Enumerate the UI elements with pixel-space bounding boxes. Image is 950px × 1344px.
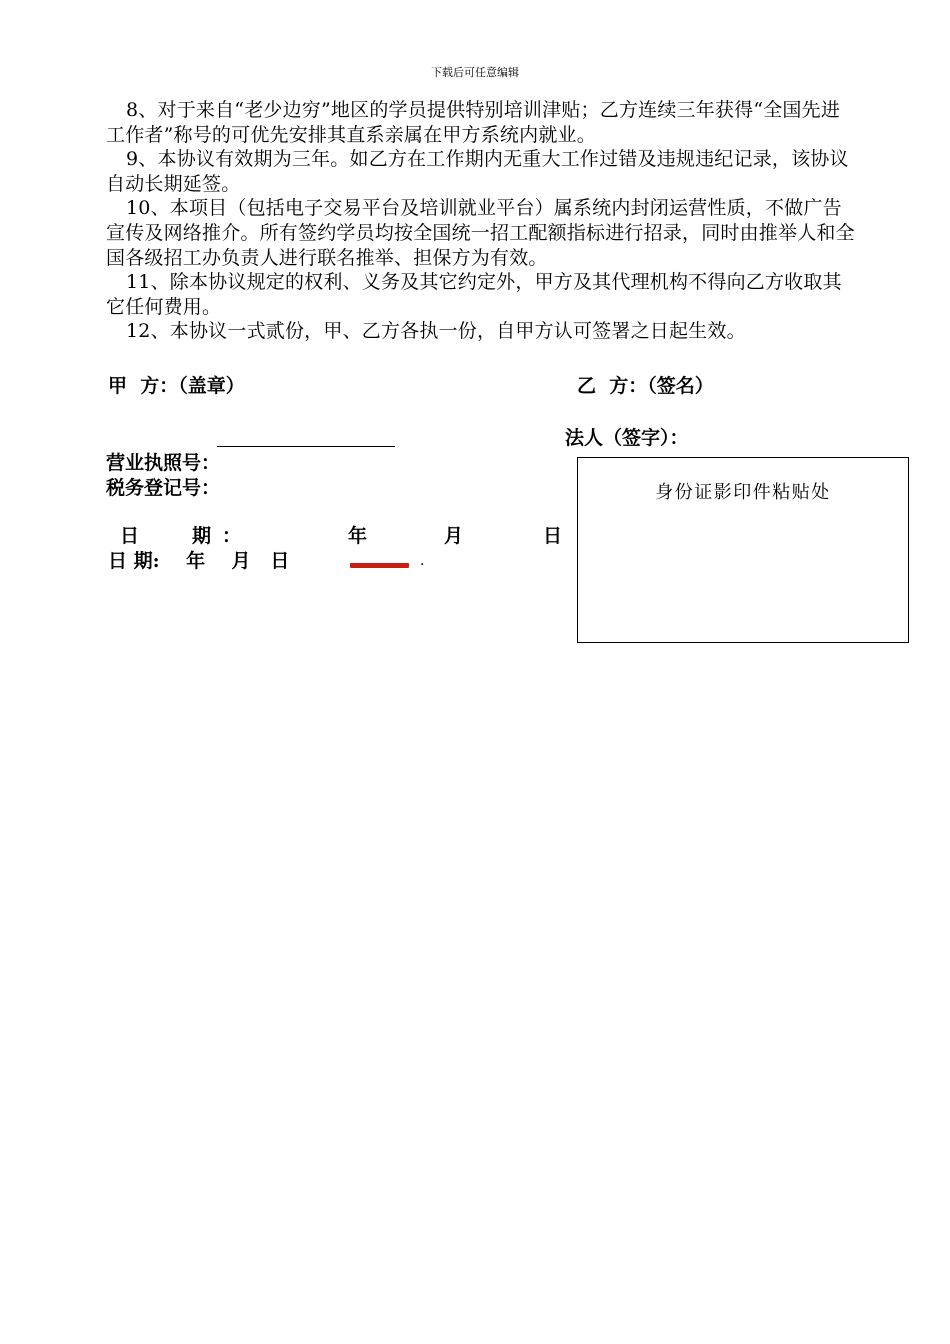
trailing-dot: . bbox=[420, 553, 425, 569]
business-license-label: 营业执照号： bbox=[106, 452, 221, 474]
clause-12: 12、本协议一式贰份，甲、乙方各执一份，自甲方认可签署之日起生效。 bbox=[126, 320, 746, 343]
date-year: 年 bbox=[348, 525, 368, 547]
clause-8: 8、对于来自“老少边穷”地区的学员提供特别培训津贴；乙方连续三年获得“全国先进工作者”称号的可优先安排其直系亲属在甲方系统内就业。 bbox=[106, 99, 841, 146]
agreement-clauses bbox=[106, 98, 858, 344]
clause-9: 9、本协议有效期为三年。如乙方在工作期内无重大工作过错及违规违纪记录，该协议自动长期延签。 bbox=[106, 148, 849, 195]
date-char-ri: 日 bbox=[120, 525, 140, 547]
date-line: 日 期: 年 月 日 bbox=[108, 550, 290, 572]
date-month: 月 bbox=[444, 525, 464, 547]
party-b-label: 乙 方：（签名） bbox=[577, 375, 714, 397]
page-header: 下载后可任意编辑 bbox=[431, 66, 519, 79]
id-box-label: 身份证影印件粘贴处 bbox=[655, 482, 831, 503]
signature-blank-line[interactable] bbox=[217, 446, 395, 447]
red-stamp-mark bbox=[350, 563, 409, 568]
clause-11: 11、除本协议规定的权利、义务及其它约定外，甲方及其代理机构不得向乙方收取其它任何费用。 bbox=[106, 271, 842, 318]
date-day: 日 bbox=[543, 525, 563, 547]
date-colon: ： bbox=[222, 525, 242, 547]
date-char-qi: 期 bbox=[192, 525, 212, 547]
clause-10: 10、本项目（包括电子交易平台及培训就业平台）属系统内封闭运营性质，不做广告宣传及网络推介。所有签约学员均按全国统一招工配额指标进行招录，同时由推举人和全国各级招工办负责人进行联名推举、担保方为有效。 bbox=[106, 197, 855, 269]
party-a-label: 甲 方：（盖章） bbox=[108, 375, 245, 397]
tax-registration-label: 税务登记号： bbox=[106, 477, 221, 499]
id-card-paste-box bbox=[577, 457, 909, 643]
legal-representative-label: 法人（签字）： bbox=[565, 427, 689, 449]
